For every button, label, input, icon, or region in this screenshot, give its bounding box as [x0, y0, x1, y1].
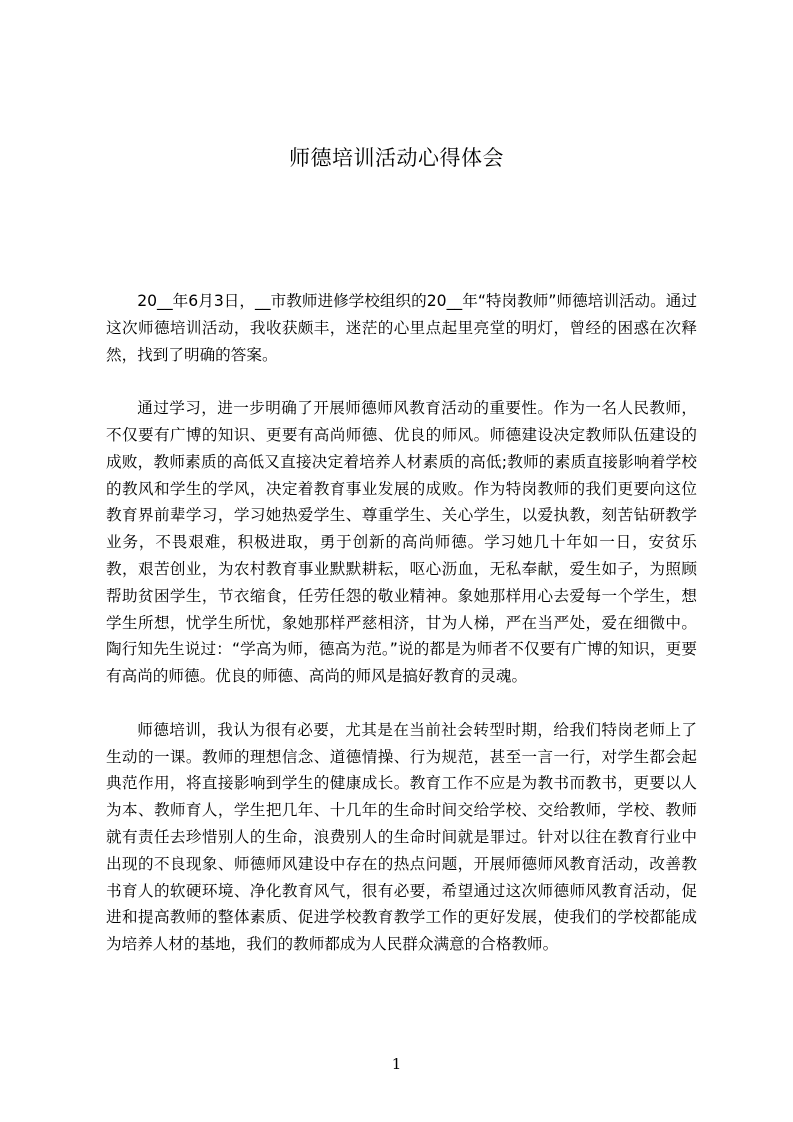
paragraph-learning: 通过学习，进一步明确了开展师德师风教育活动的重要性。作为一名人民教师，不仅要有广博的知识、更要有高尚师德、优良的师风。师德建设决定教师队伍建设的成败，教师素质的高低又直接决定着培养人材素质的高低;教师的素质直接影响着学校的教风和学生的学风，决定着教育事业发展的成败。作为特岗教师的我们更要向这位教育界前辈学习，学习她热爱学生、尊重学生、关心学生，以爱执教，刻苦钻研教学业务，不畏艰难，积极进取，勇于创新的高尚师德。学习她几十年如一日，安贫乐教，艰苦创业，为农村教育事业默默耕耘，呕心沥血，无私奉献，爱生如子，为照顾帮助贫困学生，节衣缩食，任劳任怨的敬业精神。象她那样用心去爱每一个学生，想学生所想，忧学生所忧，象她那样严慈相济，甘为人梯，严在当严处，爱在细微中。陶行知先生说过：“学高为师，德高为范。”说的都是为师者不仅要有广博的知识，更要有高尚的师德。优良的师德、高尚的师风是搞好教育的灵魂。: [106, 399, 697, 686]
page-number: 1: [391, 1055, 402, 1073]
document-body: [106, 288, 697, 985]
document-title: 师德培训活动心得体会: [289, 146, 504, 170]
paragraph-intro: 20__年6月3日，__市教师进修学校组织的20__年“特岗教师”师德培训活动。通过这次师德培训活动，我收获颇丰，迷茫的心里点起里亮堂的明灯，曾经的困惑在次释然，找到了明确的答案。: [106, 292, 697, 364]
paragraph-training: 师德培训，我认为很有必要，尤其是在当前社会转型时期，给我们特岗老师上了生动的一课。教师的理想信念、道德情操、行为规范，甚至一言一行，对学生都会起典范作用，将直接影响到学生的健康成长。教育工作不应是为教书而教书，更要以人为本、教师育人，学生把几年、十几年的生命时间交给学校、交给教师，学校、教师就有责任去珍惜别人的生命，浪费别人的生命时间就是罪过。针对以往在教育行业中出现的不良现象、师德师风建设中存在的热点问题，开展师德师风教育活动，改善教书育人的软硬环境、净化教育风气，很有必要，希望通过这次师德师风教育活动，促进和提高教师的整体素质、促进学校教育教学工作的更好发展，使我们的学校都能成为培养人材的基地，我们的教师都成为人民群众满意的合格教师。: [106, 720, 697, 954]
